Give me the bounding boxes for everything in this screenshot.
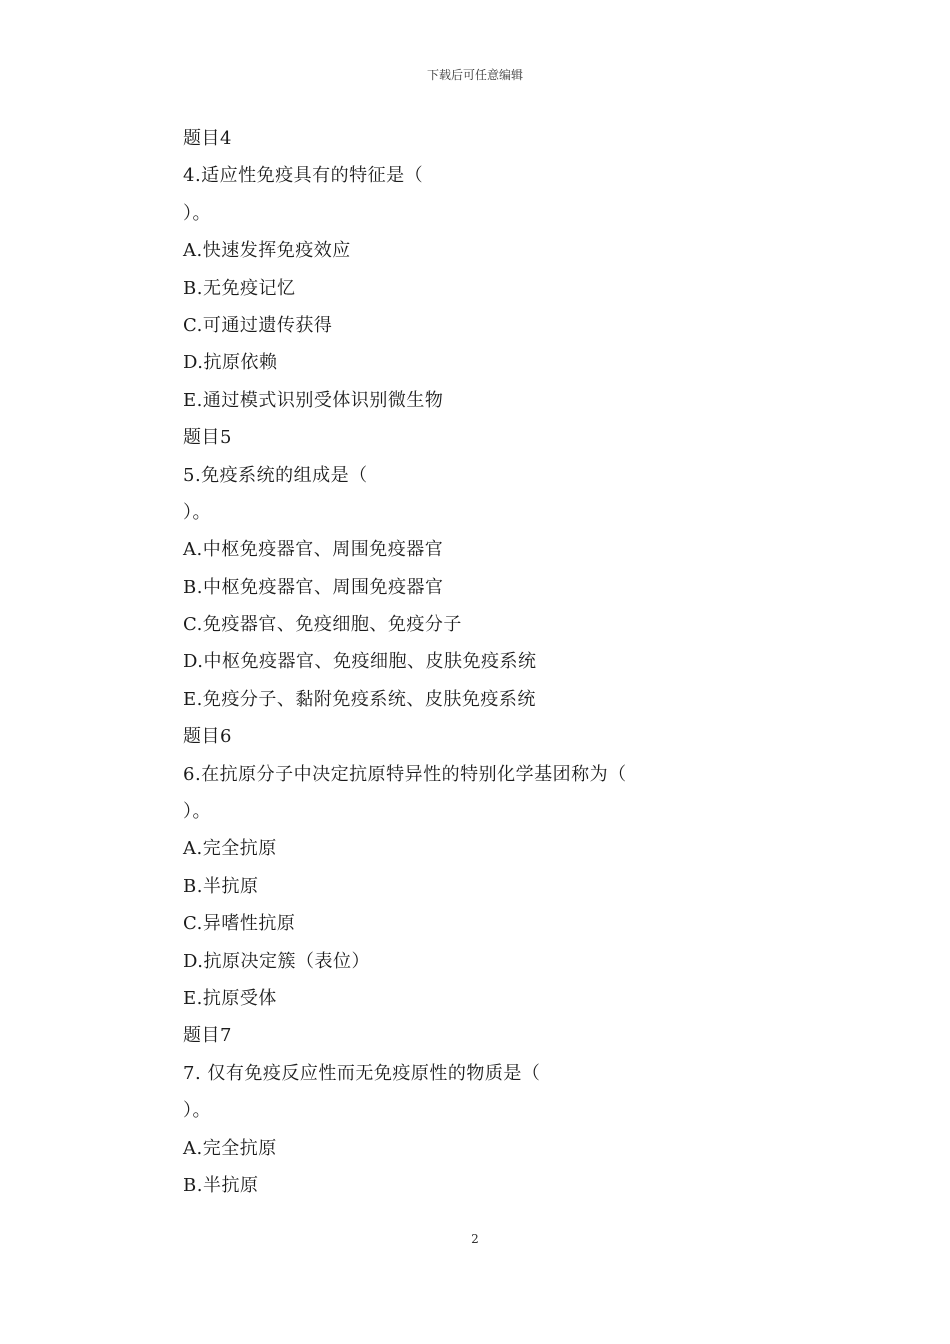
option-c: C.免疫器官、免疫细胞、免疫分子 [183,614,462,636]
question-heading: 题目7 [183,1025,232,1047]
option-a: A.中枢免疫器官、周围免疫器官 [183,539,444,561]
option-c: C.异嗜性抗原 [183,913,296,935]
question-heading: 题目5 [183,427,232,449]
option-a: A.完全抗原 [183,838,277,860]
question-text: 4.适应性免疫具有的特征是（ [183,165,424,187]
question-text-continuation: ）。 [183,1100,211,1122]
option-e: E.抗原受体 [183,987,277,1009]
option-a: A.快速发挥免疫效应 [183,240,351,262]
option-b: B.半抗原 [183,875,259,897]
option-d: D.中枢免疫器官、免疫细胞、皮肤免疫系统 [183,651,537,673]
question-text: 6.在抗原分子中决定抗原特异性的特别化学基团称为（ [183,763,627,785]
option-b: B.中枢免疫器官、周围免疫器官 [183,576,444,598]
option-a: A.完全抗原 [183,1137,277,1159]
question-text: 5.免疫系统的组成是（ [183,464,368,486]
option-b: B.无免疫记忆 [183,277,296,299]
question-text: 7. 仅有免疫反应性而无免疫原性的物质是（ [183,1062,541,1084]
option-d: D.抗原决定簇（表位） [183,950,371,972]
question-text-continuation: ）。 [183,801,211,823]
option-e: E.免疫分子、黏附免疫系统、皮肤免疫系统 [183,688,536,710]
option-b: B.半抗原 [183,1174,259,1196]
question-text-continuation: ）。 [183,501,211,523]
question-text-continuation: ）。 [183,202,211,224]
question-heading: 题目6 [183,726,232,748]
document-body [183,120,823,1204]
page-number: 2 [471,1232,479,1246]
question-heading: 题目4 [183,128,232,149]
option-d: D.抗原依赖 [183,352,278,374]
page-header: 下载后可任意编辑 [426,68,523,82]
option-e: E.通过模式识别受体识别微生物 [183,389,444,411]
option-c: C.可通过遗传获得 [183,314,333,336]
